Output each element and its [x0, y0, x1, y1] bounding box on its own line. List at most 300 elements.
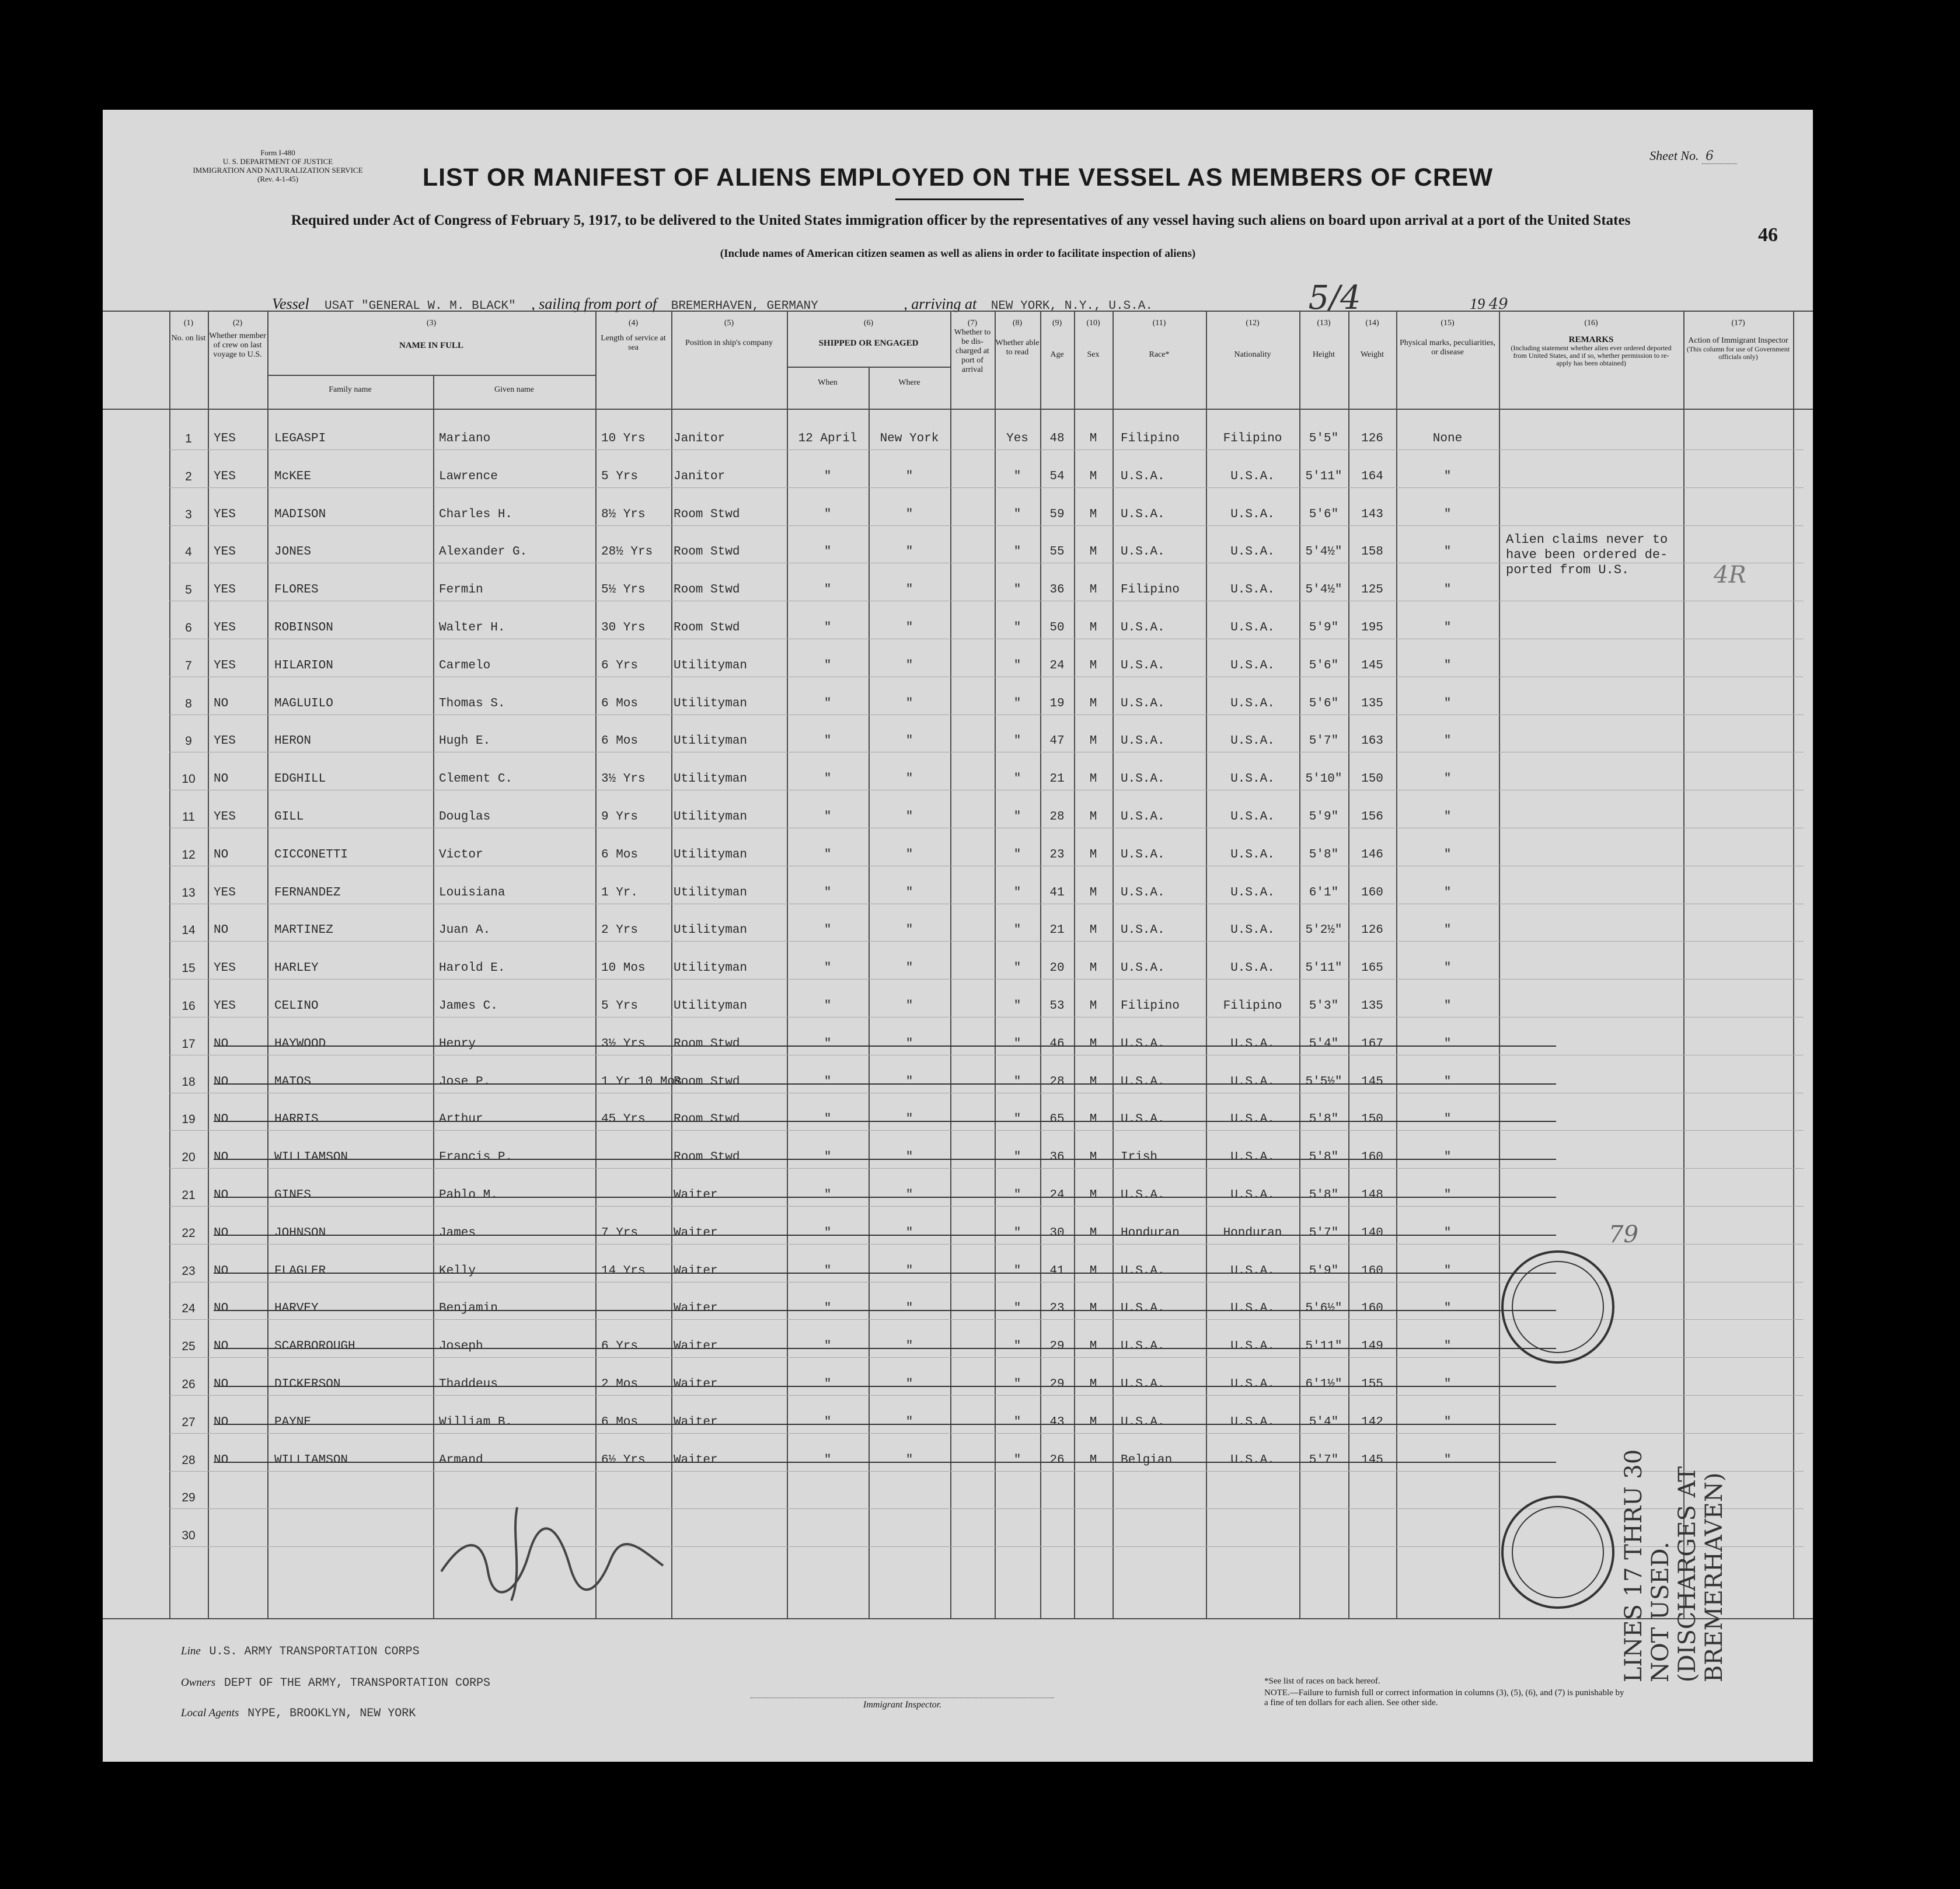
cell-position: Utilityman: [674, 696, 748, 710]
cell-no: 16: [182, 999, 196, 1013]
row-strikethrough: [214, 1386, 1556, 1387]
cell-marks: ": [1443, 1113, 1452, 1127]
cell-no: 6: [185, 621, 192, 635]
cell-age: 20: [1049, 961, 1065, 975]
cell-age: 55: [1049, 545, 1065, 559]
cell-where: ": [905, 621, 913, 635]
cell-read: ": [1013, 810, 1021, 824]
cell-no: 30: [182, 1529, 196, 1543]
col-header-where: Where: [898, 378, 920, 387]
cell-age: 19: [1049, 696, 1065, 710]
cell-marks: ": [1443, 545, 1452, 559]
cell-nat: Honduran: [1223, 1226, 1282, 1240]
cell-no: 9: [185, 734, 192, 748]
row-guide-line: [169, 525, 1804, 526]
cell-nat: U.S.A.: [1230, 469, 1275, 483]
cell-service: 6 Mos: [601, 848, 639, 862]
cell-age: 21: [1049, 923, 1065, 937]
cell-when: ": [824, 999, 832, 1013]
revision: (Rev. 4-1-45): [257, 175, 298, 183]
cell-read: ": [1013, 1113, 1021, 1127]
cell-age: 47: [1049, 734, 1065, 748]
cell-read: Yes: [1006, 432, 1028, 445]
cell-height: 5'7": [1309, 1226, 1339, 1240]
cell-age: 29: [1049, 1378, 1065, 1391]
cell-family: HARLEY: [274, 961, 319, 975]
cell-crew: YES: [214, 583, 236, 597]
row-strikethrough: [214, 1310, 1556, 1311]
cell-age: 36: [1049, 1151, 1065, 1165]
cell-no: 26: [182, 1378, 196, 1391]
cell-height: 5'4": [1309, 1415, 1339, 1429]
row-strikethrough: [214, 1273, 1556, 1274]
cell-age: 29: [1049, 1340, 1065, 1354]
cell-where: ": [905, 1340, 913, 1354]
row-guide-line: [169, 487, 1804, 488]
column-divider: [1499, 311, 1500, 1618]
cell-service: 5 Yrs: [601, 469, 639, 483]
cell-family: ROBINSON: [274, 621, 333, 635]
cell-family: MATOS: [274, 1075, 312, 1089]
cell-read: ": [1013, 1264, 1021, 1278]
cell-given: Lawrence: [439, 469, 498, 483]
cell-nat: U.S.A.: [1230, 658, 1275, 672]
cell-sex: M: [1089, 545, 1097, 559]
cell-family: WILLIAMSON: [274, 1151, 348, 1165]
cell-where: New York: [880, 432, 939, 445]
table-bottom-border: [103, 1618, 1813, 1619]
cell-family: CICCONETTI: [274, 848, 348, 862]
cell-marks: ": [1443, 848, 1452, 862]
cell-weight: 167: [1361, 1037, 1383, 1051]
col-header-sex: (10) Sex: [1086, 319, 1100, 359]
cell-crew: YES: [214, 734, 236, 748]
cell-service: 7 Yrs: [601, 1226, 639, 1240]
cell-race: U.S.A.: [1121, 469, 1165, 483]
cell-sex: M: [1089, 886, 1097, 900]
cell-service: 6½ Yrs: [601, 1453, 646, 1467]
col-header-remarks: (16) REMARKS (Including statement whether alien ever ordered deported from United States, and if so, whether permission to re-apply has been obtained): [1511, 319, 1672, 367]
cell-given: Joseph: [439, 1340, 483, 1354]
sailing-label: , sailing from port of: [531, 295, 657, 312]
col-header-marks: (15) Physical marks, peculiarities, or disease: [1399, 319, 1496, 357]
cell-where: ": [905, 1075, 913, 1089]
cell-sex: M: [1089, 432, 1097, 445]
cell-age: 36: [1049, 583, 1065, 597]
cell-crew: YES: [214, 621, 236, 635]
cell-marks: ": [1443, 621, 1452, 635]
cell-age: 43: [1049, 1415, 1065, 1429]
cell-where: ": [905, 1378, 913, 1391]
cell-read: ": [1013, 1189, 1021, 1202]
cell-nat: U.S.A.: [1230, 810, 1275, 824]
col-header-service: (4) Length of service at sea: [601, 319, 666, 352]
cell-nat: U.S.A.: [1230, 1378, 1275, 1391]
cell-race: U.S.A.: [1121, 1113, 1165, 1127]
cell-nat: U.S.A.: [1230, 545, 1275, 559]
cell-where: ": [905, 545, 913, 559]
cell-service: 1 Yr 10 Mos: [601, 1075, 682, 1089]
cell-where: ": [905, 658, 913, 672]
note-not-used: NOT USED.: [1647, 1542, 1674, 1682]
cell-age: 48: [1049, 432, 1065, 445]
cell-sex: M: [1089, 1302, 1097, 1316]
line-value: U.S. ARMY TRANSPORTATION CORPS: [209, 1645, 420, 1658]
cell-crew: YES: [214, 507, 236, 521]
cell-crew: YES: [214, 810, 236, 824]
cell-no: 3: [185, 507, 192, 521]
cell-race: U.S.A.: [1121, 810, 1165, 824]
owners-label: Owners: [181, 1677, 216, 1689]
vessel-label: Vessel: [272, 295, 309, 312]
cell-sex: M: [1089, 1113, 1097, 1127]
cell-race: U.S.A.: [1121, 1340, 1165, 1354]
cell-marks: ": [1443, 734, 1452, 748]
sheet-number: [1649, 148, 1737, 163]
cell-where: ": [905, 507, 913, 521]
cell-crew: NO: [214, 1453, 229, 1467]
cell-age: 23: [1049, 1302, 1065, 1316]
cell-when: ": [824, 1075, 832, 1089]
cell-race: U.S.A.: [1121, 507, 1165, 521]
cell-service: 14 Yrs: [601, 1264, 646, 1278]
cell-position: Waiter: [674, 1189, 718, 1202]
cell-no: 14: [182, 923, 196, 937]
cell-race: U.S.A.: [1121, 1415, 1165, 1429]
note-discharges: (DISCHARGES AT BREMERHAVEN): [1674, 1466, 1728, 1682]
name-subheader-rule: [267, 375, 595, 376]
col-header-given-name: Given name: [494, 385, 535, 394]
cell-weight: 126: [1361, 923, 1383, 937]
cell-weight: 135: [1361, 696, 1383, 710]
cell-height: 5'5": [1309, 432, 1339, 445]
cell-family: FERNANDEZ: [274, 886, 341, 900]
cell-sex: M: [1089, 923, 1097, 937]
cell-weight: 160: [1361, 1302, 1383, 1316]
cell-when: ": [824, 886, 832, 900]
cell-height: 5'4½": [1305, 583, 1342, 597]
cell-where: ": [905, 810, 913, 824]
cell-where: ": [905, 848, 913, 862]
row-strikethrough: [214, 1424, 1556, 1425]
cell-when: ": [824, 961, 832, 975]
cell-race: Filipino: [1121, 432, 1180, 445]
cell-marks: ": [1443, 658, 1452, 672]
cell-marks: None: [1432, 432, 1463, 445]
cell-when: ": [824, 1264, 832, 1278]
col-header-position: (5) Position in ship's company: [685, 319, 773, 347]
cell-read: ": [1013, 658, 1021, 672]
cell-sex: M: [1089, 999, 1097, 1013]
cell-given: Walter H.: [439, 621, 505, 635]
cell-no: 20: [182, 1151, 196, 1165]
cell-family: JOHNSON: [274, 1226, 326, 1240]
cell-position: Utilityman: [674, 734, 748, 748]
cell-given: Thaddeus: [439, 1378, 498, 1391]
cell-crew: YES: [214, 999, 236, 1013]
cell-age: 28: [1049, 810, 1065, 824]
cell-weight: 146: [1361, 848, 1383, 862]
cell-family: McKEE: [274, 469, 312, 483]
cell-when: ": [824, 1037, 832, 1051]
cell-race: U.S.A.: [1121, 961, 1165, 975]
subtitle: Required under Act of Congress of February 5, 1917, to be delivered to the United States immigration officer by the representatives of any vessel having such aliens on board upon arrival at a port of the United States: [291, 212, 1631, 228]
cell-marks: ": [1443, 810, 1452, 824]
row-strikethrough: [214, 1462, 1556, 1463]
cell-weight: 155: [1361, 1378, 1383, 1391]
cell-service: 5½ Yrs: [601, 583, 646, 597]
cell-height: 5'6½": [1305, 1302, 1342, 1316]
cell-nat: U.S.A.: [1230, 621, 1275, 635]
row-guide-line: [169, 979, 1804, 980]
cell-service: 3½ Yrs: [601, 1037, 646, 1051]
row-strikethrough: [214, 1045, 1556, 1047]
cell-crew: NO: [214, 1264, 229, 1278]
cell-given: Kelly: [439, 1264, 476, 1278]
cell-service: 5 Yrs: [601, 999, 639, 1013]
cell-height: 5'10": [1305, 772, 1342, 786]
row-guide-line: [169, 1206, 1804, 1207]
cell-height: 5'4½": [1305, 545, 1342, 559]
cell-crew: NO: [214, 1113, 229, 1127]
cell-given: Pablo M.: [439, 1189, 498, 1202]
col-header-height: (13) Height: [1312, 319, 1335, 359]
cell-when: ": [824, 545, 832, 559]
cell-where: ": [905, 1302, 913, 1316]
cell-read: ": [1013, 1075, 1021, 1089]
cell-height: 5'8": [1309, 848, 1339, 862]
cell-where: ": [905, 1226, 913, 1240]
cell-family: HARVEY: [274, 1302, 319, 1316]
cell-sex: M: [1089, 1075, 1097, 1089]
cell-service: 28½ Yrs: [601, 545, 653, 559]
cell-position: Waiter: [674, 1264, 718, 1278]
cell-given: James C.: [439, 999, 498, 1013]
cell-no: 21: [182, 1189, 196, 1202]
cell-height: 5'9": [1309, 1264, 1339, 1278]
cell-family: GILL: [274, 810, 304, 824]
cell-no: 17: [182, 1037, 196, 1051]
cell-position: Utilityman: [674, 923, 748, 937]
cell-no: 18: [182, 1075, 196, 1089]
cell-height: 5'11": [1305, 961, 1342, 975]
cell-read: ": [1013, 961, 1021, 975]
cell-given: Douglas: [439, 810, 491, 824]
cell-where: ": [905, 1264, 913, 1278]
cell-sex: M: [1089, 1151, 1097, 1165]
note-lines-range: LINES 17 THRU 30: [1620, 1449, 1647, 1682]
cell-age: 28: [1049, 1075, 1065, 1089]
inspector-signature: [430, 1501, 675, 1618]
col-header-age: (9) Age: [1050, 319, 1064, 359]
cell-given: Armand: [439, 1453, 483, 1467]
cell-age: 23: [1049, 848, 1065, 862]
cell-nat: U.S.A.: [1230, 923, 1275, 937]
col-header-weight: (14) Weight: [1360, 319, 1384, 359]
cell-when: ": [824, 658, 832, 672]
cell-read: ": [1013, 621, 1021, 635]
penalty-note: NOTE.—Failure to furnish full or correct information in columns (3), (5), (6), and (7) is punishable by a fine of ten dollars for each alien. See other side.: [1264, 1688, 1624, 1707]
cell-family: MAGLUILO: [274, 696, 333, 710]
cell-position: Room Stwd: [674, 583, 740, 597]
column-divider: [1793, 311, 1794, 1618]
cell-read: ": [1013, 1151, 1021, 1165]
cell-where: ": [905, 1151, 913, 1165]
cell-no: 10: [182, 772, 196, 786]
cell-nat: U.S.A.: [1230, 1113, 1275, 1127]
cell-family: GINES: [274, 1189, 312, 1202]
cell-crew: YES: [214, 886, 236, 900]
cell-service: 6 Mos: [601, 696, 639, 710]
cell-nat: U.S.A.: [1230, 1189, 1275, 1202]
cell-family: HERON: [274, 734, 312, 748]
column-divider: [433, 375, 434, 1618]
cell-read: ": [1013, 1378, 1021, 1391]
cell-given: Mariano: [439, 432, 491, 445]
cell-weight: 135: [1361, 999, 1383, 1013]
cell-read: ": [1013, 469, 1021, 483]
cell-sex: M: [1089, 1037, 1097, 1051]
cell-height: 5'5½": [1305, 1075, 1342, 1089]
cell-nat: U.S.A.: [1230, 961, 1275, 975]
col-header-discharged: (7) Whether to be dis-charged at port of arrival: [954, 319, 991, 374]
cell-where: ": [905, 772, 913, 786]
cell-no: 29: [182, 1491, 196, 1505]
cell-nat: U.S.A.: [1230, 583, 1275, 597]
cell-weight: 195: [1361, 621, 1383, 635]
cell-height: 5'4": [1309, 1037, 1339, 1051]
cell-position: Room Stwd: [674, 1037, 740, 1051]
cell-read: ": [1013, 545, 1021, 559]
footer-line: [181, 1645, 420, 1658]
cell-marks: ": [1443, 772, 1452, 786]
cell-service: 6 Mos: [601, 1415, 639, 1429]
row-guide-line: [169, 1168, 1804, 1169]
faint-stamp-number: 79: [1609, 1221, 1638, 1248]
cell-no: 22: [182, 1226, 196, 1240]
cell-when: ": [824, 1302, 832, 1316]
cell-read: ": [1013, 734, 1021, 748]
cell-crew: NO: [214, 1151, 229, 1165]
row-guide-line: [169, 1471, 1804, 1472]
cell-sex: M: [1089, 696, 1097, 710]
cell-marks: ": [1443, 696, 1452, 710]
cell-given: James: [439, 1226, 476, 1240]
cell-nat: U.S.A.: [1230, 848, 1275, 862]
cell-height: 5'6": [1309, 696, 1339, 710]
cell-service: 30 Yrs: [601, 621, 646, 635]
cell-no: 28: [182, 1453, 196, 1467]
cell-service: 45 Yrs: [601, 1113, 646, 1127]
cell-weight: 145: [1361, 1075, 1383, 1089]
cell-sex: M: [1089, 734, 1097, 748]
cell-service: 6 Mos: [601, 734, 639, 748]
cell-crew: NO: [214, 1037, 229, 1051]
cell-sex: M: [1089, 621, 1097, 635]
cell-crew: NO: [214, 1189, 229, 1202]
cell-nat: U.S.A.: [1230, 507, 1275, 521]
cell-read: ": [1013, 886, 1021, 900]
sailing-port: BREMERHAVEN, GERMANY: [671, 299, 818, 313]
col-header-name: (3) NAME IN FULL: [399, 319, 463, 350]
cell-weight: 140: [1361, 1226, 1383, 1240]
cell-race: Belgian: [1121, 1453, 1173, 1467]
cell-marks: ": [1443, 999, 1452, 1013]
cell-height: 5'9": [1309, 621, 1339, 635]
cell-weight: 126: [1361, 432, 1383, 445]
cell-height: 5'2½": [1305, 923, 1342, 937]
cell-nat: U.S.A.: [1230, 1302, 1275, 1316]
cell-nat: U.S.A.: [1230, 772, 1275, 786]
cell-crew: NO: [214, 1378, 229, 1391]
consulate-seal-stamp: [1501, 1250, 1614, 1364]
cell-height: 5'11": [1305, 1340, 1342, 1354]
cell-nat: U.S.A.: [1230, 1415, 1275, 1429]
table-top-border: [103, 311, 1813, 312]
col-header-crew: (2) Whether member of crew on last voyage to U.S.: [209, 319, 266, 359]
cell-race: U.S.A.: [1121, 621, 1165, 635]
cell-family: FLORES: [274, 583, 319, 597]
cell-where: ": [905, 1189, 913, 1202]
cell-no: 19: [182, 1113, 196, 1127]
cell-race: Filipino: [1121, 583, 1180, 597]
remarks-row-1: Alien claims never to have been ordered de-ported from U.S.: [1506, 532, 1668, 577]
cell-no: 7: [185, 658, 192, 672]
cell-height: 6'1": [1309, 886, 1339, 900]
cell-weight: 142: [1361, 1415, 1383, 1429]
cell-when: ": [824, 1378, 832, 1391]
cell-crew: NO: [214, 1302, 229, 1316]
inspector-initials: 4R: [1714, 562, 1746, 588]
cell-weight: 143: [1361, 507, 1383, 521]
cell-nat: U.S.A.: [1230, 886, 1275, 900]
cell-read: ": [1013, 848, 1021, 862]
cell-height: 5'11": [1305, 469, 1342, 483]
cell-read: ": [1013, 1340, 1021, 1354]
cell-where: ": [905, 886, 913, 900]
cell-height: 5'8": [1309, 1113, 1339, 1127]
cell-height: 5'8": [1309, 1151, 1339, 1165]
cell-where: ": [905, 583, 913, 597]
cell-nat: U.S.A.: [1230, 1075, 1275, 1089]
cell-crew: YES: [214, 658, 236, 672]
cell-service: 3½ Yrs: [601, 772, 646, 786]
cell-read: ": [1013, 507, 1021, 521]
cell-sex: M: [1089, 1340, 1097, 1354]
row-strikethrough: [214, 1235, 1556, 1236]
cell-age: 41: [1049, 1264, 1065, 1278]
cell-no: 23: [182, 1264, 196, 1278]
cell-marks: ": [1443, 507, 1452, 521]
cell-age: 59: [1049, 507, 1065, 521]
cell-when: ": [824, 1453, 832, 1467]
row-strikethrough: [214, 1121, 1556, 1122]
year: 49: [1488, 295, 1508, 313]
cell-nat: U.S.A.: [1230, 1037, 1275, 1051]
cell-when: 12 April: [798, 432, 857, 445]
cell-marks: ": [1443, 1302, 1452, 1316]
cell-when: ": [824, 1113, 832, 1127]
cell-height: 5'8": [1309, 1189, 1339, 1202]
row-guide-line: [169, 1433, 1804, 1434]
cell-position: Janitor: [674, 432, 726, 445]
page-title: LIST OR MANIFEST OF ALIENS EMPLOYED ON THE VESSEL AS MEMBERS OF CREW: [422, 163, 1494, 191]
cell-given: Victor: [439, 848, 483, 862]
cell-nat: U.S.A.: [1230, 1264, 1275, 1278]
cell-given: Benjamin: [439, 1302, 498, 1316]
cell-sex: M: [1089, 1226, 1097, 1240]
cell-age: 21: [1049, 772, 1065, 786]
